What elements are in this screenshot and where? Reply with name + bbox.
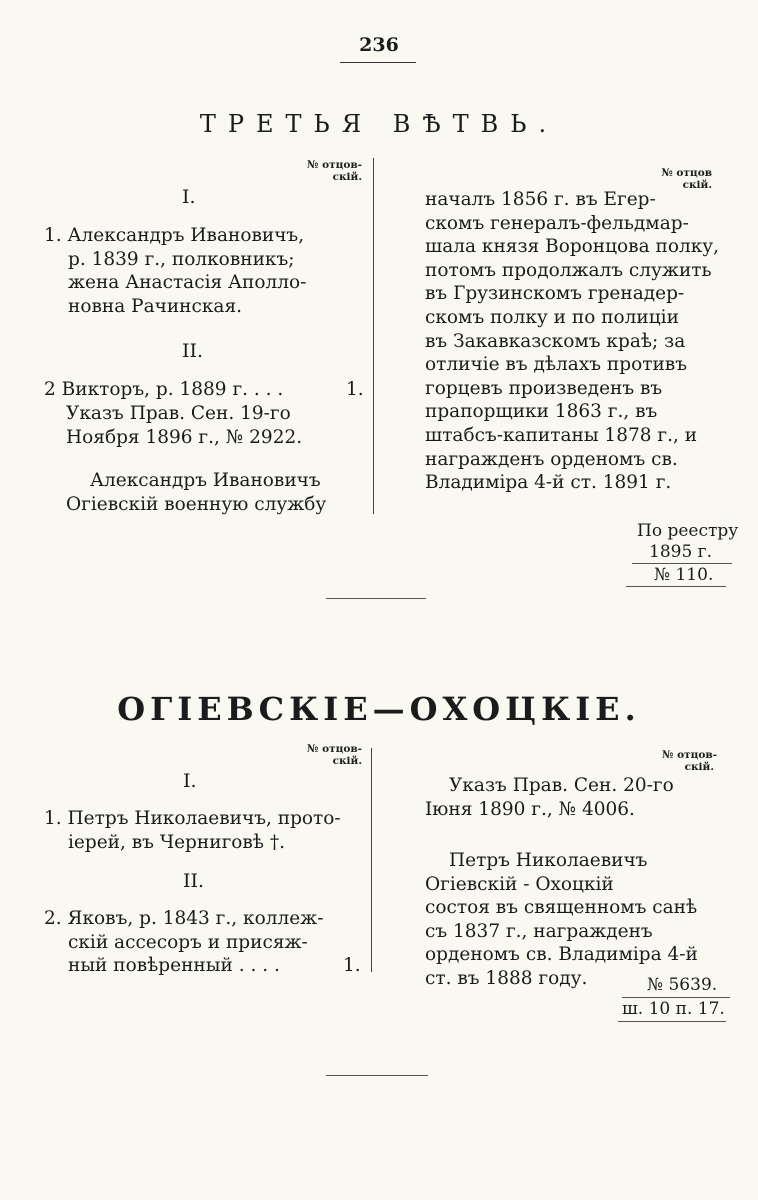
registry-line: По реестру	[637, 521, 739, 541]
entry-text: 1. Александръ Ивановичъ,	[44, 225, 305, 246]
archive-reference: ш. 10 п. 17.	[622, 999, 725, 1019]
generation-1-heading: I.	[183, 770, 197, 792]
entry-line	[44, 224, 336, 248]
entry-viktor: 2 Викторъ, р. 1889 г. . . .	[44, 379, 284, 400]
bio-line: въ Грузинскомъ гренадер-	[425, 283, 685, 305]
column-header-right	[662, 749, 717, 773]
page-number: 236	[359, 34, 399, 56]
bio-line: началъ 1856 г. въ Егер-	[425, 189, 656, 210]
column-header-left	[300, 159, 362, 183]
entry-line: 1. Петръ Николаевичъ, прото-	[44, 808, 341, 829]
bio-line: Петръ Николаевичъ	[449, 850, 648, 871]
archive-reference-rule	[618, 1021, 726, 1022]
entry-alexander	[44, 224, 336, 318]
registry-line: 1895 г.	[649, 542, 712, 562]
column-header-right-line: № отцов	[661, 167, 712, 179]
entry-line: 2. Яковъ, р. 1843 г., коллеж-	[44, 908, 324, 929]
bio-line: награжденъ орденомъ св.	[425, 448, 678, 470]
entry-line: іерей, въ Черниговѣ †.	[68, 831, 285, 853]
section-title-ogievskie-okhotskie: ОГІЕВСКІЕ—ОХОЦКІЕ.	[117, 690, 641, 728]
entry-petr	[44, 807, 341, 854]
bio-line: прапорщики 1863 г., въ	[425, 401, 658, 423]
section-separator	[326, 598, 426, 599]
column-header-left-line: скій.	[332, 755, 362, 767]
bio-line: скомъ генералъ-фельдмар-	[425, 212, 689, 234]
entry-line: новна Рачинская.	[68, 295, 242, 317]
registry-number: № 110.	[654, 565, 714, 585]
column-divider	[371, 748, 372, 972]
bio-petr	[425, 849, 698, 991]
bio-line: скомъ полку и по полиціи	[425, 306, 679, 328]
decree-line: Указъ Прав. Сен. 20-го	[449, 775, 674, 796]
bio-line: въ Закавказскомъ краѣ; за	[425, 330, 686, 352]
decree-1890	[425, 774, 674, 821]
column-header-left-line: № отцов-	[307, 159, 362, 171]
bio-line: съ 1837 г., награжденъ	[425, 920, 653, 942]
page-number-rule	[340, 62, 416, 63]
entry-line: ный повѣренный . . . .	[68, 955, 280, 977]
bio-line: горцевъ произведенъ въ	[425, 377, 663, 399]
column-header-left-line: скій.	[332, 171, 362, 183]
column-header-right-line: № отцов-	[662, 749, 717, 761]
bottom-separator	[326, 1075, 428, 1076]
decree-line: Іюня 1890 г., № 4006.	[425, 798, 635, 820]
registry-note	[637, 521, 738, 563]
generation-1-heading: I.	[182, 186, 196, 208]
generation-2-heading: II.	[182, 340, 204, 362]
file-number: № 5639.	[647, 975, 718, 995]
bio-line: шала князя Воронцова полку,	[425, 236, 720, 258]
entry-yakov	[44, 907, 323, 978]
bio-line: ст. въ 1888 году.	[425, 967, 588, 989]
entry-line: скій ассесоръ и присяж-	[68, 931, 308, 953]
column-divider	[373, 158, 374, 514]
bio-line: Огіевскій военную службу	[66, 493, 327, 515]
bio-line: отличіе въ дѣлахъ противъ	[425, 354, 687, 376]
generation-2-heading: II.	[183, 870, 205, 892]
bio-line: орденомъ св. Владиміра 4-й	[425, 944, 698, 966]
section-title-third-branch: ТРЕТЬЯ ВѢТВЬ.	[199, 110, 559, 138]
bio-line: потомъ продолжалъ служить	[425, 259, 712, 281]
bio-left	[66, 469, 326, 516]
bio-line: Владиміра 4-й ст. 1891 г.	[425, 472, 672, 494]
bio-line: Александръ Ивановичъ	[90, 470, 321, 491]
column-header-right-line: скій.	[682, 179, 712, 191]
decree-1896	[66, 402, 302, 449]
column-header-left	[300, 743, 362, 767]
entry-line: жена Анастасія Аполло-	[68, 272, 307, 294]
bio-right	[425, 188, 719, 495]
registry-rule-bottom	[626, 586, 726, 587]
decree-line: Ноября 1896 г., № 2922.	[66, 426, 303, 448]
column-header-left-line: № отцов-	[307, 743, 362, 755]
entry-viktor-father-number: 1.	[346, 379, 364, 400]
entry-yakov-father-number: 1.	[343, 955, 361, 976]
decree-line: Указъ Прав. Сен. 19-го	[66, 403, 291, 424]
bio-line: Огіевскій - Охоцкій	[425, 873, 614, 895]
bio-line: состоя въ священномъ санѣ	[425, 897, 698, 919]
bio-line: штабсъ-капитаны 1878 г., и	[425, 424, 698, 446]
column-header-right-line: скій.	[684, 761, 714, 773]
entry-line: р. 1839 г., полковникъ;	[68, 248, 295, 270]
